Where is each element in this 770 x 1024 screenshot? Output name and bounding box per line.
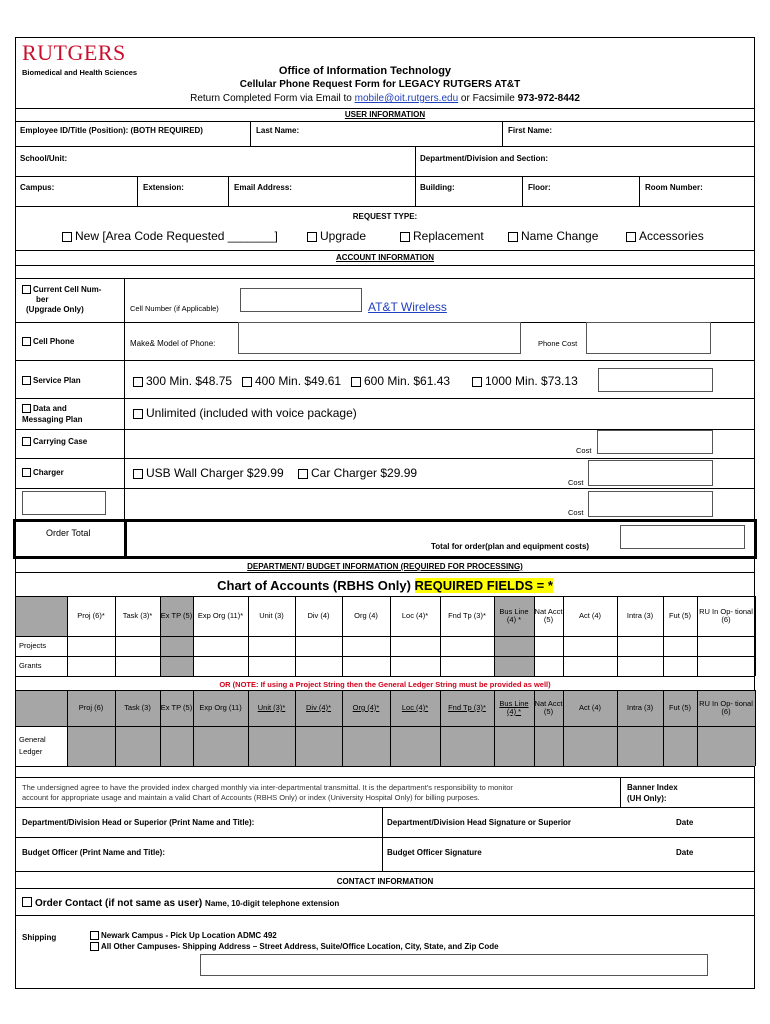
return-instructions: Return Completed Form via Email to mobile@oit.rutgers.edu or Facsimile 973-972-8442: [190, 93, 580, 104]
column-header: Intra (3): [626, 610, 654, 620]
checkbox-icon[interactable]: [90, 931, 99, 940]
other-campuses[interactable]: All Other Campuses- Shipping Address – Street Address, Suite/Office Location, City, State, and Zip Code: [90, 942, 499, 951]
column-header: Task (3): [124, 702, 151, 712]
column-header: Div (4)*: [305, 702, 331, 712]
email-link[interactable]: mobile@oit.rutgers.edu: [354, 93, 459, 104]
case-cost-label: Cost: [576, 446, 592, 455]
contact-header: CONTACT INFORMATION: [336, 877, 434, 886]
column-header: Div (4): [307, 610, 330, 620]
campus-label: Campus:: [20, 183, 55, 192]
cell-number-label: Cell Number (if Applicable): [130, 304, 219, 313]
checkbox-icon[interactable]: [472, 377, 482, 387]
dept-signature-label: Department/Division Head Signature or Superior: [387, 818, 572, 827]
budget-date-label: Date: [676, 848, 694, 857]
checkbox-icon[interactable]: [133, 377, 143, 387]
checkbox-icon[interactable]: [22, 437, 31, 446]
room-label: Room Number:: [645, 183, 703, 192]
plan-600[interactable]: 600 Min. $61.43: [351, 374, 450, 388]
cell-shade: [494, 656, 534, 676]
extra-item-input[interactable]: [22, 491, 106, 515]
column-header: Exp Org (11): [199, 702, 242, 712]
request-replacement[interactable]: Replacement: [400, 229, 484, 243]
plan-400[interactable]: 400 Min. $49.61: [242, 374, 341, 388]
checkbox-icon[interactable]: [22, 376, 31, 385]
extra-cost-input[interactable]: [588, 491, 713, 517]
rutgers-logo: RUTGERS: [22, 40, 126, 65]
column-header: RU In Op- tional (6): [699, 698, 753, 716]
department-label: Department/Division and Section:: [420, 154, 549, 163]
column-header: Fnd Tp (3)*: [448, 702, 486, 712]
form-title: Office of Information Technology: [278, 65, 452, 77]
extension-label: Extension:: [143, 183, 184, 192]
usb-charger[interactable]: USB Wall Charger $29.99: [133, 466, 284, 480]
last-name-label: Last Name:: [256, 126, 300, 135]
cell-shade: [563, 726, 617, 766]
extra-cost-label: Cost: [568, 508, 584, 517]
checkbox-icon[interactable]: [22, 468, 31, 477]
agreement-text: The undersigned agree to have the provided index charged monthly via inter-departmental transmittal. It is the department's responsibility to monitor account for appropriate usage and maintain a valid Chart of Accounts (RBHS Only) or index (University Hospital Only) for billing purposes.: [22, 783, 513, 802]
cell-number-input[interactable]: [240, 288, 362, 312]
carrying-case-label[interactable]: Carrying Case: [22, 437, 87, 446]
order-total-input[interactable]: [620, 525, 745, 549]
cell-shade: [663, 726, 697, 766]
unlimited-plan[interactable]: Unlimited (included with voice package): [133, 406, 357, 420]
checkbox-icon[interactable]: [22, 404, 31, 413]
employee-id-label: Employee ID/Title (Position): (BOTH REQUIRED): [20, 126, 203, 135]
column-header: Org (4)*: [352, 702, 380, 712]
plan-cost-input[interactable]: [598, 368, 713, 392]
phone-cost-label: Phone Cost: [538, 339, 578, 348]
column-header: Bus Line (4) *: [499, 698, 529, 716]
column-header: Org (4): [354, 610, 378, 620]
shipping-label: Shipping: [22, 933, 57, 942]
form-subtitle: Cellular Phone Request Form for LEGACY RUTGERS AT&T: [239, 79, 521, 90]
building-label: Building:: [420, 183, 455, 192]
checkbox-icon[interactable]: [626, 232, 636, 242]
cell-shade: [440, 726, 494, 766]
cell-shade: [697, 726, 755, 766]
cell-shade: [248, 726, 295, 766]
cell-shade: [160, 656, 193, 676]
request-accessories[interactable]: Accessories: [626, 229, 704, 243]
or-note: OR (NOTE: If using a Project String then the General Ledger String must be provided as well): [219, 680, 551, 689]
checkbox-icon[interactable]: [508, 232, 518, 242]
checkbox-icon[interactable]: [133, 409, 143, 419]
plan-300[interactable]: 300 Min. $48.75: [133, 374, 232, 388]
charger-cost-input[interactable]: [588, 460, 713, 486]
row-label: Projects: [19, 641, 47, 650]
column-header: Proj (6)*: [77, 610, 105, 620]
column-header: Fnd Tp (3)*: [448, 610, 486, 620]
banner-index-label: Banner Index (UH Only):: [627, 783, 678, 803]
budget-officer-label: Budget Officer (Print Name and Title):: [22, 848, 165, 857]
cell-shade: [295, 726, 342, 766]
logo-subtitle: Biomedical and Health Sciences: [22, 68, 138, 77]
order-contact-label[interactable]: Order Contact (if not same as user) Name, 10-digit telephone extension: [22, 893, 339, 911]
column-header: Loc (4)*: [401, 610, 429, 620]
column-header: Ex TP (5): [160, 702, 193, 712]
request-upgrade[interactable]: Upgrade: [307, 229, 366, 243]
checkbox-icon[interactable]: [62, 232, 72, 242]
checkbox-icon[interactable]: [133, 469, 143, 479]
charger-cost-label: Cost: [568, 478, 584, 487]
cell-shade: [534, 726, 563, 766]
cell-shade: [342, 726, 390, 766]
shipping-address-input[interactable]: [200, 954, 708, 976]
cell-shade: [115, 726, 160, 766]
checkbox-icon[interactable]: [400, 232, 410, 242]
dept-date-label: Date: [676, 818, 694, 827]
header-shade: [15, 596, 67, 636]
row-label: Grants: [19, 661, 42, 670]
make-model-label: Make& Model of Phone:: [130, 339, 216, 348]
plan-1000[interactable]: 1000 Min. $73.13: [472, 374, 578, 388]
cell-shade: [67, 726, 115, 766]
column-header: Fut (5): [668, 610, 692, 620]
cell-shade: [160, 636, 193, 656]
column-header: RU In Op- tional (6): [699, 606, 753, 624]
make-model-input[interactable]: [238, 322, 521, 354]
cell-shade: [494, 726, 534, 766]
request-new[interactable]: New [Area Code Requested _______]: [62, 229, 278, 243]
cell-phone-label[interactable]: Cell Phone: [22, 337, 74, 346]
car-charger[interactable]: Car Charger $29.99: [298, 466, 417, 480]
service-plan-label[interactable]: Service Plan: [22, 376, 81, 385]
column-header: Unit (3): [259, 610, 284, 620]
checkbox-icon[interactable]: [22, 897, 32, 907]
row-label: General Ledger: [19, 735, 46, 756]
budget-header: DEPARTMENT/ BUDGET INFORMATION (REQUIRED FOR PROCESSING): [247, 562, 523, 571]
column-header: Ex TP (5): [160, 610, 193, 620]
user-info-header: USER INFORMATION: [344, 110, 426, 119]
column-header: Nat Acct (5): [534, 606, 563, 624]
column-header: Unit (3)*: [257, 702, 286, 712]
request-name-change[interactable]: Name Change: [508, 229, 598, 243]
cell-shade: [390, 726, 440, 766]
checkbox-icon[interactable]: [351, 377, 361, 387]
charger-label[interactable]: Charger: [22, 468, 64, 477]
data-plan-label[interactable]: Data and Messaging Plan: [22, 404, 83, 424]
phone-cost-input[interactable]: [586, 322, 711, 354]
header-shade: [15, 690, 67, 726]
dept-head-label: Department/Division Head or Superior (Print Name and Title):: [22, 818, 255, 827]
school-unit-label: School/Unit:: [20, 154, 68, 163]
request-type-label: REQUEST TYPE:: [352, 212, 418, 221]
checkbox-icon[interactable]: [22, 285, 31, 294]
total-for-order-label: Total for order(plan and equipment costs): [431, 542, 590, 551]
checkbox-icon[interactable]: [22, 337, 31, 346]
email-label: Email Address:: [234, 183, 292, 192]
column-header: Act (4): [578, 702, 602, 712]
carrier-link[interactable]: AT&T Wireless: [368, 300, 447, 314]
account-info-header: ACCOUNT INFORMATION: [335, 253, 435, 262]
column-header: Act (4): [578, 610, 602, 620]
current-cell-label: Current Cell Num- ber (Upgrade Only): [22, 285, 101, 315]
cell-shade: [494, 636, 534, 656]
column-header: Nat Acct (5): [534, 698, 563, 716]
chart-of-accounts-title: Chart of Accounts (RBHS Only) REQUIRED FIELDS = *: [217, 578, 553, 593]
column-header: Exp Org (11)*: [197, 610, 244, 620]
checkbox-icon[interactable]: [307, 232, 317, 242]
cell-shade: [160, 726, 193, 766]
checkbox-icon[interactable]: [90, 942, 99, 951]
floor-label: Floor:: [528, 183, 551, 192]
column-header: Task (3)*: [122, 610, 153, 620]
column-header: Fut (5): [668, 702, 692, 712]
cell-shade: [193, 726, 248, 766]
budget-signature-label: Budget Officer Signature: [387, 848, 482, 857]
required-fields-note: REQUIRED FIELDS = *: [414, 578, 553, 593]
column-header: Intra (3): [626, 702, 654, 712]
first-name-label: First Name:: [508, 126, 553, 135]
case-cost-input[interactable]: [597, 430, 713, 454]
order-total-label: Order Total: [46, 528, 91, 538]
newark-pickup[interactable]: Newark Campus - Pick Up Location ADMC 492: [90, 931, 277, 940]
cell-shade: [617, 726, 663, 766]
column-header: Bus Line (4) *: [499, 606, 529, 624]
checkbox-icon[interactable]: [298, 469, 308, 479]
checkbox-icon[interactable]: [242, 377, 252, 387]
column-header: Loc (4)*: [401, 702, 429, 712]
column-header: Proj (6): [78, 702, 104, 712]
